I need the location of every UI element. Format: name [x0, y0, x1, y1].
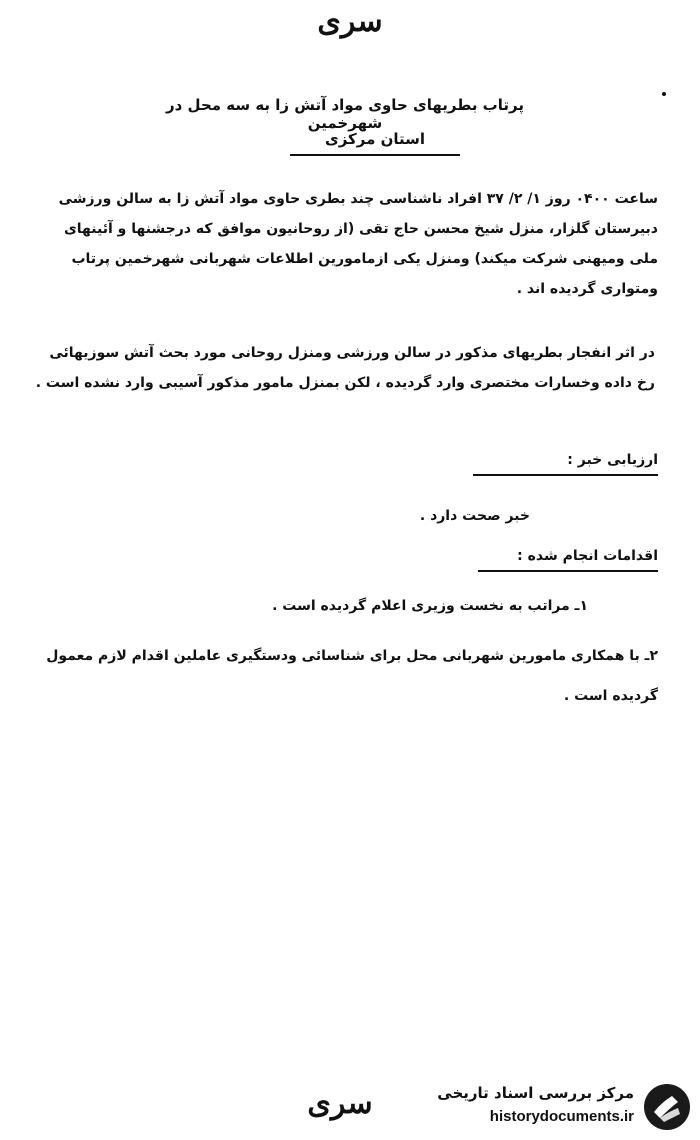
open-book-logo-icon	[642, 1082, 692, 1132]
ink-dot	[662, 92, 666, 96]
watermark-url: historydocuments.ir	[489, 1108, 634, 1125]
watermark-logo	[418, 1078, 694, 1136]
assessment-text: خبر صحت دارد .	[419, 508, 530, 524]
assessment-heading: ارزیابی خبر :	[473, 452, 658, 476]
actions-heading: اقدامات انجام شده :	[478, 548, 658, 572]
province-heading: استان مرکزی	[290, 130, 460, 156]
document-subject: پرتاب بطریهای حاوی مواد آتش زا به سه محل در شهرخمین	[166, 96, 524, 132]
action-item-1: ۱ـ مراتب به نخست وزیری اعلام گردیده است .	[272, 598, 588, 614]
report-paragraph-1: ساعت ۰۴۰۰ روز ۱/ ۲/ ۳۷ افراد ناشناسی چند بطری حاوی مواد آتش زا به سالن ورزشی دبیرستان گلزار، منزل شیخ محسن حاج تقی (از روحانیون موافق که درجشنها و آئینهای ملی ومیهنی شرکت میکند) ومنزل یکی ازمامورین اطلاعات شهربانی شهرخمین پرتاب ومتواری گردیده اند .	[58, 191, 658, 297]
watermark-title: مرکز بررسی اسناد تاریخی	[437, 1084, 634, 1102]
classification-mark-top: سری	[317, 4, 383, 39]
report-paragraph-2: در اثر انفجار بطریهای مذکور در سالن ورزشی ومنزل روحانی مورد بحث آتش سوزیهائی رخ داده وخسارات مختصری وارد گردیده ، لکن بمنزل مامور مذکور آسیبی وارد نشده است .	[35, 345, 655, 391]
action-item-2: ۲ـ با همکاری مامورین شهربانی محل برای شناسائی ودستگیری عاملین اقدام لازم معمول گردیده است .	[46, 648, 658, 704]
classification-mark-bottom: سری	[307, 1086, 373, 1121]
